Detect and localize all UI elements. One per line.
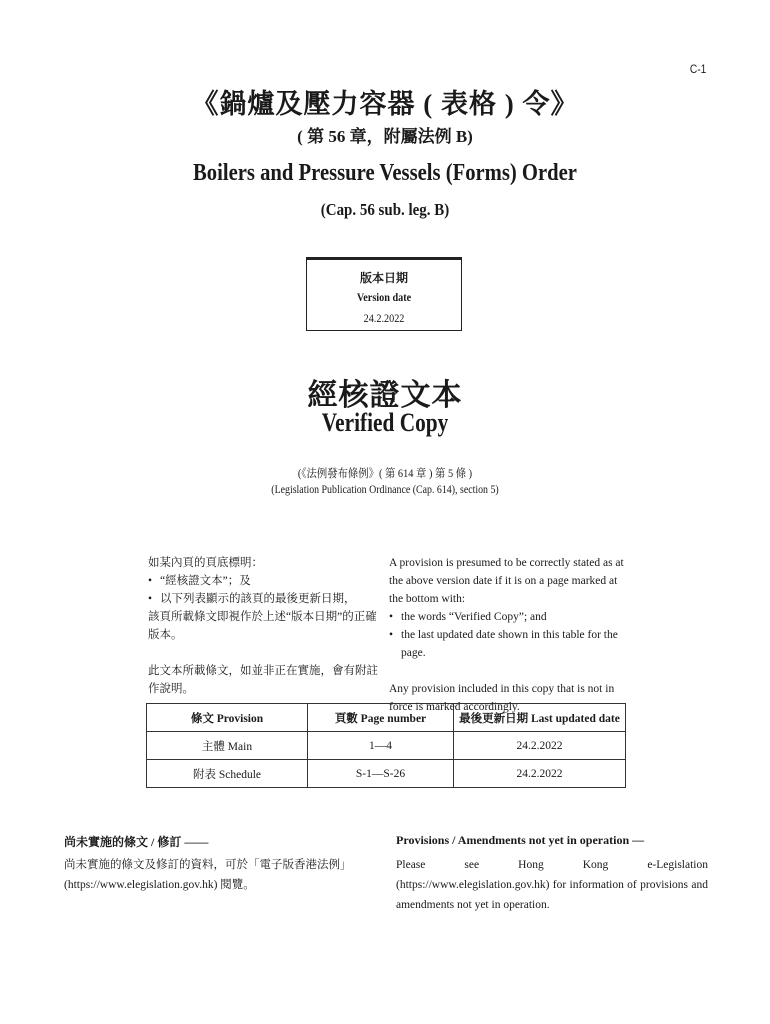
cell-last-updated: 24.2.2022: [454, 732, 626, 760]
cell-page-number: S-1—S-26: [308, 760, 454, 788]
explanation-english: [389, 554, 629, 716]
chapter-english: (Cap. 56 sub. leg. B): [320, 200, 450, 219]
version-date: 24.2.2022: [363, 311, 405, 325]
table-row: [147, 732, 626, 760]
verified-copy-chinese: 經核證文本: [307, 379, 463, 412]
chapter-chinese: ( 第 56 章，附屬法例 B): [297, 127, 473, 146]
explanation-bullets-chinese: [148, 572, 378, 608]
title-chinese: 《鍋爐及壓力容器 ( 表格 ) 令》: [191, 89, 579, 119]
explanation-bullets-english: [389, 608, 629, 662]
list-item: • “經核證文本”；及: [148, 572, 378, 590]
list-item: • 以下列表顯示的該頁的最後更新日期，: [148, 590, 378, 608]
not-in-force-note-chinese: 此文本所載條文，如並非正在實施，會有附註作說明。: [148, 665, 378, 695]
explanation-chinese: [148, 554, 378, 698]
ordinance-reference-english: (Legislation Publication Ordinance (Cap. 614), section 5): [271, 484, 499, 496]
notice-heading-english: Provisions / Amendments not yet in operation —: [396, 833, 645, 847]
explanation-outro-chinese: 該頁所載條文即視作於上述“版本日期”的正確版本。: [148, 611, 377, 641]
title-english: Boilers and Pressure Vessels (Forms) Order: [193, 160, 577, 186]
version-date-box: [306, 257, 462, 331]
version-label-english: Version date: [356, 290, 412, 304]
list-item: • the words “Verified Copy”; and: [389, 608, 629, 626]
not-in-force-note-english: Any provision included in this copy that is not in force is marked accordingly.: [389, 683, 615, 713]
notice-heading-chinese: 尚未實施的條文 / 修訂 ——: [64, 835, 209, 849]
cell-page-number: 1—4: [308, 732, 454, 760]
header-provision: 條文 Provision: [147, 704, 308, 732]
explanation-intro-english: A provision is presumed to be correctly stated as at the above version date if it is on a page marked at the bottom with:: [389, 557, 624, 605]
header-last-updated: 最後更新日期 Last updated date: [454, 704, 626, 732]
notice-body-chinese: 尚未實施的條文及修訂的資料，可於「電子版香港法例」(https://www.elegislation.gov.hk) 閱覽。: [64, 859, 352, 891]
header-page-number: 頁數 Page number: [308, 704, 454, 732]
ordinance-reference-chinese: (《法例發布條例》( 第 614 章 ) 第 5 條 ): [297, 468, 473, 480]
version-label-chinese: 版本日期: [359, 271, 408, 285]
explanation-intro-chinese: 如某內頁的頁底標明：: [148, 557, 263, 569]
cell-provision: 主體 Main: [147, 732, 308, 760]
table-row: [147, 760, 626, 788]
list-item: • the last updated date shown in this table for the page.: [389, 626, 629, 662]
provision-table: [146, 703, 626, 788]
verified-copy-english: Verified Copy: [321, 408, 449, 437]
cell-provision: 附表 Schedule: [147, 760, 308, 788]
page-number: C-1: [689, 62, 706, 76]
table-header-row: [147, 704, 626, 732]
cell-last-updated: 24.2.2022: [454, 760, 626, 788]
notice-body-english: Please see Hong Kong e-Legislation (https://www.elegislation.gov.hk) for information of provisions and amendments not yet in operation.: [396, 859, 708, 911]
